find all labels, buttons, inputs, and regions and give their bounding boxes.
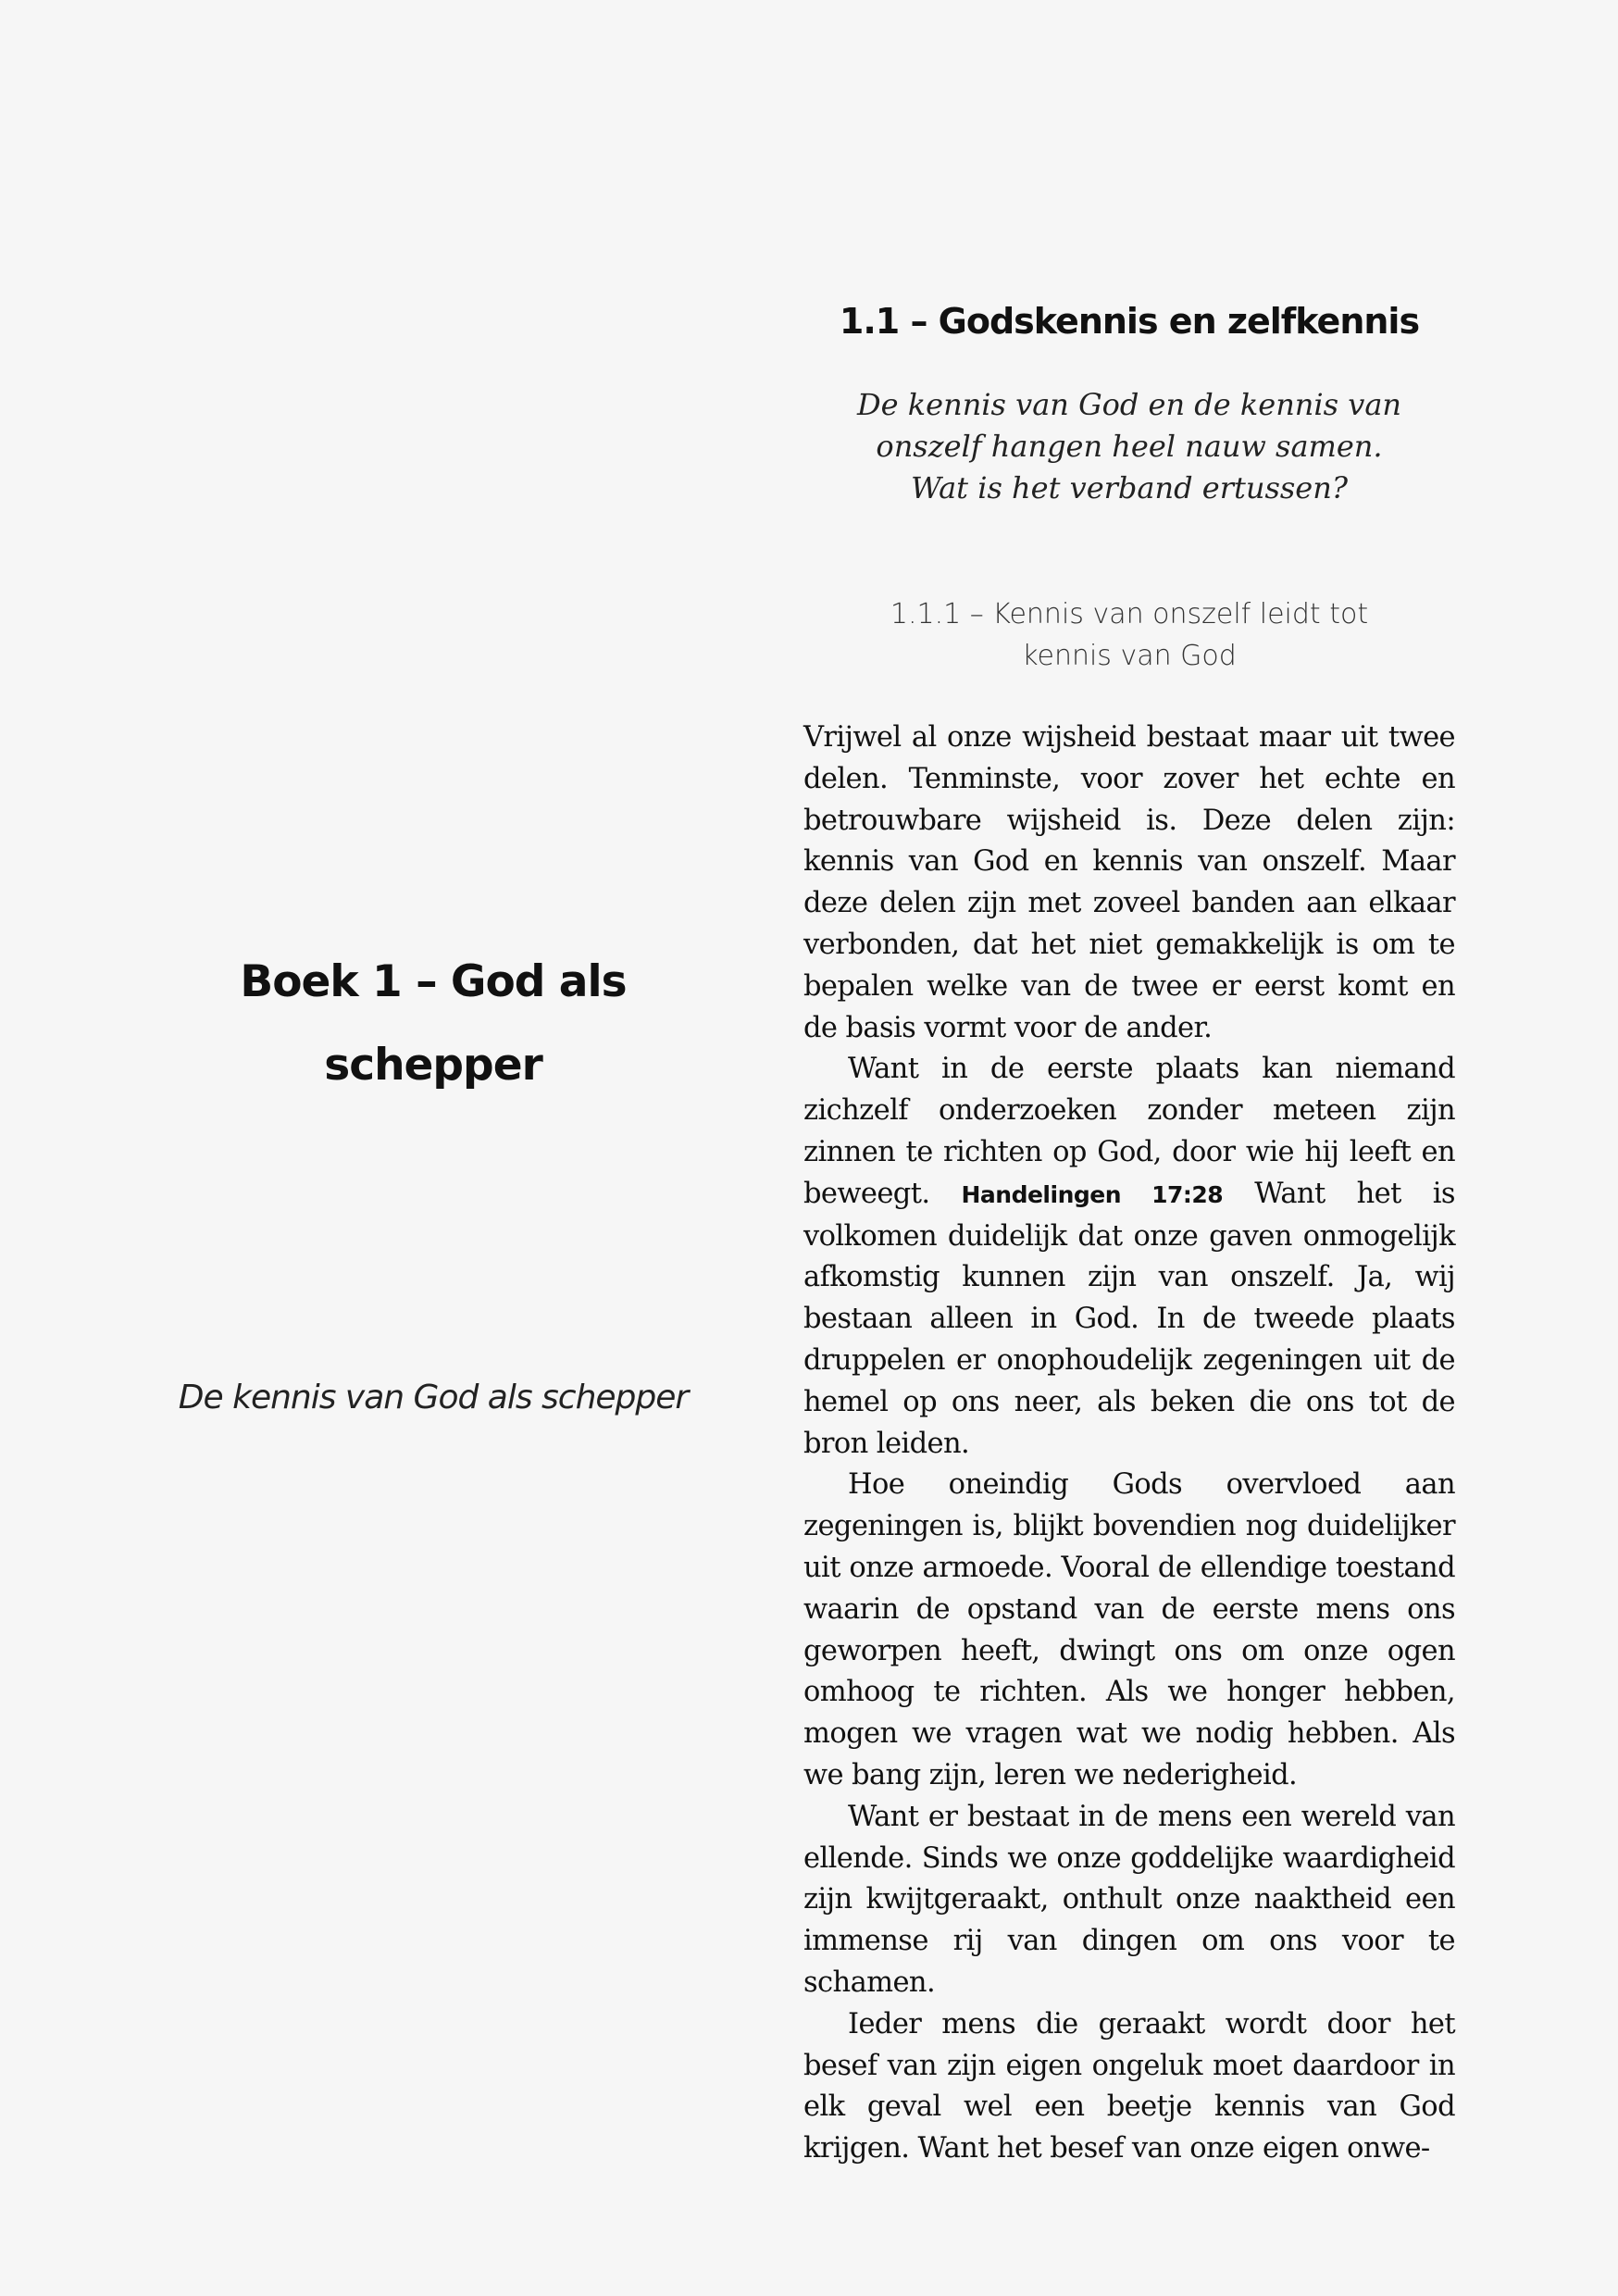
section-title: 1.1 – Godskennis en zelfkennis [839, 301, 1420, 342]
book-title-page [156, 0, 711, 2296]
paragraph-2-end: Want het is volkomen duidelijk dat onze gaven onmogelijk afkomstig kunnen zijn van onszelf. Ja, wij bestaan alleen in God. In de tweede plaats druppelen er onophoudelijk zegeningen uit de hemel op ons neer, als beken die ons tot de bron leiden. [803, 1177, 1455, 1460]
paragraph-2-start: Want in de eerste plaats kan niemand zichzelf onderzoeken zonder meteen zijn zinnen te richten op God, door wie hij leeft en beweegt. [803, 1053, 1455, 1210]
paragraph-5: Ieder mens die geraakt wordt door het besef van zijn eigen ongeluk moet daardoor in elk geval wel een beetje kennis van God krijgen. Want het besef van onze eigen onwe- [803, 2007, 1455, 2165]
body-text [803, 718, 1455, 2170]
section-intro: De kennis van God en de kennis van onszelf hangen heel nauw samen. Wat is het verband ertussen? [856, 387, 1401, 505]
paragraph-3: Hoe oneindig Gods overvloed aan zegeningen is, blijkt bovendien nog duidelijker uit onze armoede. Vooral de ellendige toestand waarin de opstand van de eerste mens ons geworpen heeft, dwingt ons om onze ogen omhoog te richten. Als we honger hebben, mogen we vragen wat we nodig hebben. Als we bang zijn, leren we nederigheid. [803, 1468, 1455, 1791]
paragraph-4: Want er bestaat in de mens een wereld van ellende. Sinds we onze goddelijke waardigheid zijn kwijtgeraakt, onthult onze naaktheid een immense rij van dingen om ons voor te schamen. [803, 1800, 1455, 1999]
book-subtitle: De kennis van God als schepper [178, 1379, 689, 1416]
paragraph-1: Vrijwel al onze wijsheid bestaat maar uit twee delen. Tenminste, voor zover het echte en betrouwbare wijsheid is. Deze delen zijn: kennis van God en kennis van onszelf. Maar deze delen zijn met zoveel banden aan elkaar verbonden, dat het niet gemakkelijk is om te bepalen welke van de twee er eerst komt en de basis vormt voor de ander. [803, 721, 1455, 1044]
scripture-reference: Handelingen 17:28 [961, 1180, 1224, 1208]
paragraph-2 [803, 1049, 1455, 1465]
book-title: Boek 1 – God als schepper [240, 956, 627, 1091]
subsection-title: 1.1.1 – Kennis van onszelf leidt tot kennis van God [890, 598, 1369, 672]
